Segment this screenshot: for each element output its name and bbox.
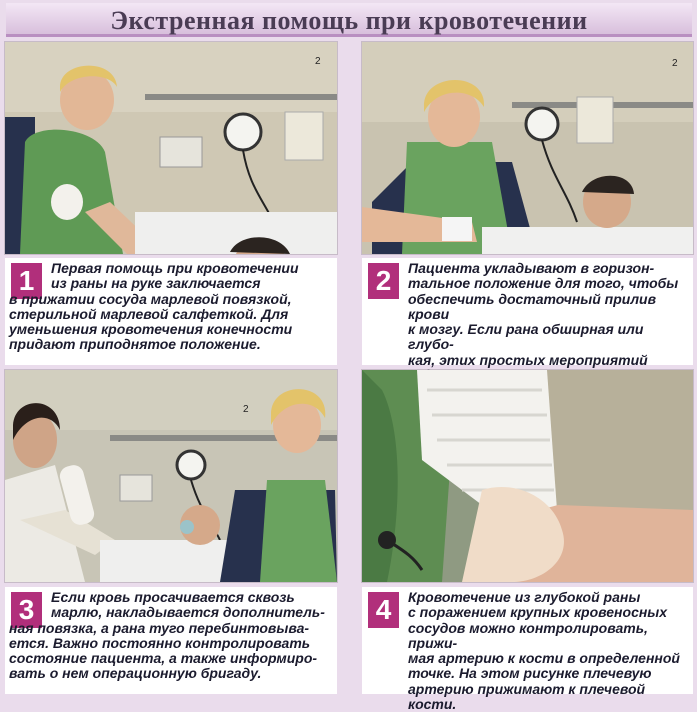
- caption-3-line: вать о нем операционную бригаду.: [9, 665, 262, 682]
- photo-4: [362, 370, 693, 582]
- caption-4-line: мая артерию к кости в определенной: [408, 650, 680, 667]
- caption-1-line: в прижатии сосуда марлевой повязкой,: [9, 290, 292, 307]
- caption-2-line: обеспечить достаточный прилив крови: [408, 290, 657, 322]
- step-number-1: 1: [11, 263, 42, 299]
- page-title: Экстренная помощь при кровотечении: [110, 6, 588, 35]
- caption-2-line: Пациента укладывают в горизон-: [408, 260, 655, 276]
- caption-text-3: [9, 589, 333, 682]
- caption-1-line: придают приподнятое положение.: [9, 336, 261, 353]
- caption-step-3: [5, 587, 337, 694]
- caption-2-line: к мозгу. Если рана обширная или глубо-: [408, 321, 644, 353]
- photo-2: [362, 42, 693, 254]
- caption-1-line: из раны на руке заключается: [51, 275, 261, 292]
- caption-2-line: кая, этих простых мероприятий: [408, 351, 648, 368]
- caption-3-line: марлю, накладывается дополнитель-: [51, 604, 325, 621]
- caption-1-line: стерильной марлевой салфеткой. Для: [9, 305, 289, 322]
- photo-1-illustration: [5, 42, 337, 254]
- bed-number-3: 2: [243, 404, 249, 415]
- caption-step-1: [5, 258, 337, 365]
- photo-3-illustration: [5, 370, 337, 582]
- caption-text-1: [9, 260, 333, 353]
- step-number-3: 3: [11, 592, 42, 628]
- caption-3-line: ется. Важно постоянно контролировать: [9, 634, 311, 651]
- caption-3-line: Если кровь просачивается сквозь: [51, 589, 295, 605]
- bed-number-2: 2: [672, 58, 678, 69]
- bed-number-1: 2: [315, 56, 321, 67]
- caption-step-2: [362, 258, 693, 368]
- caption-text-4: [408, 590, 689, 712]
- caption-1-line: Первая помощь при кровотечении: [51, 260, 299, 276]
- caption-step-4: [362, 587, 693, 712]
- caption-3-line: ная повязка, а рана туго перебинтовыва-: [9, 619, 310, 636]
- page-header: [6, 3, 692, 37]
- caption-4-line: Кровотечение из глубокой раны: [408, 589, 641, 605]
- photo-1: [5, 42, 337, 254]
- step-number-4: 4: [368, 592, 399, 628]
- caption-3-line: состояние пациента, а также информиро-: [9, 650, 318, 667]
- caption-4-line: с поражением крупных кровеносных: [408, 604, 668, 621]
- caption-4-line: сосудов можно контролировать, прижи-: [408, 619, 648, 651]
- photo-2-illustration: [362, 42, 693, 254]
- photo-3: [5, 370, 337, 582]
- caption-2-line: тальное положение для того, чтобы: [408, 275, 679, 292]
- caption-4-line: точке. На этом рисунке плечевую: [408, 665, 652, 682]
- caption-4-line: артерию прижимают к плечевой кости.: [408, 680, 646, 712]
- photo-4-illustration: [362, 370, 693, 582]
- step-number-2: 2: [368, 263, 399, 299]
- caption-1-line: уменьшения кровотечения конечности: [9, 321, 293, 338]
